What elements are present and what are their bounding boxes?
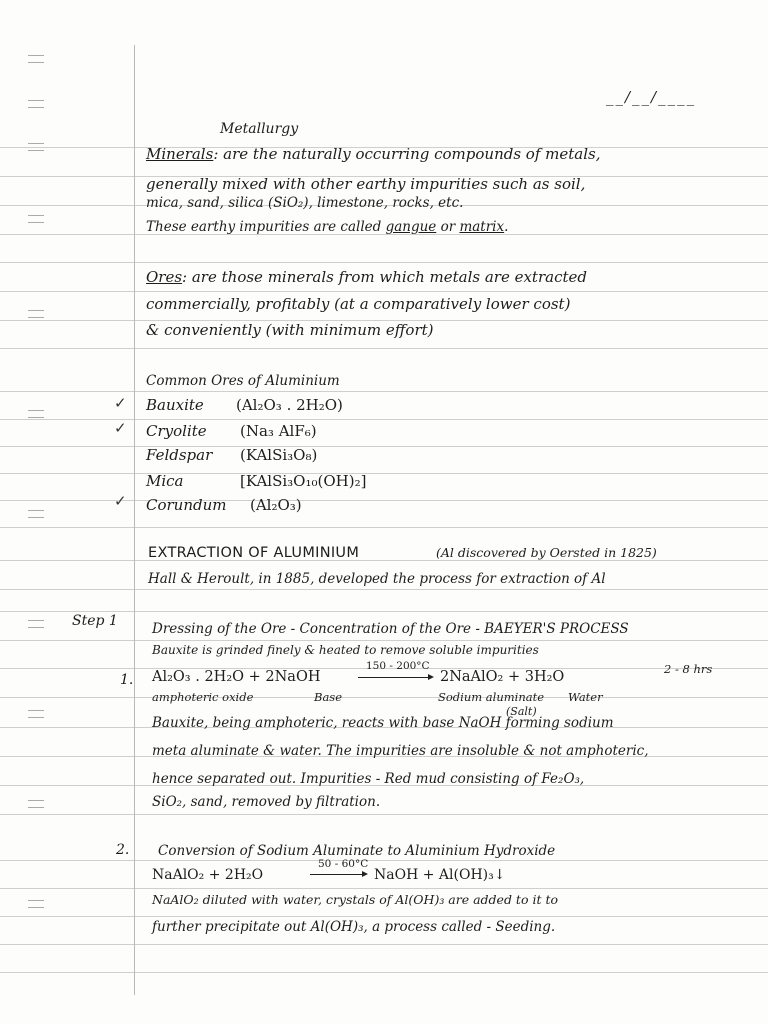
step-1-para-4: SiO₂, sand, removed by filtration. [152, 794, 381, 810]
binding-hole [28, 800, 44, 808]
ores-label: Ores [146, 268, 183, 286]
step-2-title: Conversion of Sodium Aluminate to Aluminium Hydroxide [158, 843, 556, 859]
minerals-line-4: These earthy impurities are called gangue or matrix. [146, 219, 509, 235]
ore-formula: (Na₃ AlF₆) [240, 422, 317, 440]
binding-hole [28, 620, 44, 628]
ruled-line [0, 640, 768, 641]
ores-line-3: & conveniently (with minimum effort) [146, 321, 434, 339]
step-1-intro: Bauxite is grinded finely & heated to remove soluble impurities [152, 643, 539, 657]
ore-formula: (Al₂O₃ . 2H₂O) [236, 396, 343, 414]
common-ores-heading: Common Ores of Aluminium [146, 373, 340, 389]
binding-hole [28, 410, 44, 418]
equation-condition: 150 - 200°C [366, 660, 430, 672]
binding-hole [28, 710, 44, 718]
check-mark-icon: ✓ [114, 394, 127, 412]
check-mark-icon: ✓ [114, 419, 127, 437]
reaction-arrow-icon [310, 874, 366, 875]
gangue-term: gangue [385, 219, 437, 235]
equation-left: Al₂O₃ . 2H₂O + 2NaOH [152, 669, 321, 685]
ruled-line [0, 560, 768, 561]
ruled-line [0, 888, 768, 889]
ore-formula: (KAlSi₃O₈) [240, 446, 318, 464]
ruled-line [0, 473, 768, 474]
ruled-line [0, 972, 768, 973]
equation-2-left: NaAlO₂ + 2H₂O [152, 867, 264, 883]
label-water: Water [568, 690, 603, 704]
step-1-title: Dressing of the Ore - Concentration of the Ore - BAEYER'S PROCESS [152, 621, 629, 637]
ruled-line [0, 348, 768, 349]
label-sodium-aluminate: Sodium aluminate [438, 690, 545, 704]
ruled-line [0, 944, 768, 945]
minerals-line-1 [146, 145, 601, 163]
label-salt: (Salt) [506, 705, 537, 718]
ruled-line [0, 262, 768, 263]
step-1-label: Step 1 [72, 613, 118, 629]
binding-hole [28, 310, 44, 318]
ore-name: Bauxite [146, 396, 204, 414]
item-number: 1. [120, 672, 134, 688]
binding-hole [28, 143, 44, 151]
step-2-para-1: NaAlO₂ diluted with water, crystals of Al(OH)₃ are added to it to [152, 892, 558, 907]
ruled-line [0, 814, 768, 815]
page-title: Metallurgy [220, 121, 299, 137]
label-amphoteric-oxide: amphoteric oxide [152, 690, 254, 704]
ruled-line [0, 391, 768, 392]
item-number: 2. [116, 842, 130, 858]
ruled-line [0, 527, 768, 528]
equation-time: 2 - 8 hrs [664, 662, 713, 676]
step-2-para-2: further precipitate out Al(OH)₃, a process called - Seeding. [152, 919, 556, 935]
binding-hole [28, 510, 44, 518]
ruled-line [0, 291, 768, 292]
step-1-para-1: Bauxite, being amphoteric, reacts with base NaOH forming sodium [152, 715, 614, 731]
ruled-line [0, 589, 768, 590]
ore-formula: (Al₂O₃) [250, 496, 302, 514]
equation-2-condition: 50 - 60°C [318, 858, 369, 870]
hall-heroult-line: Hall & Heroult, in 1885, developed the process for extraction of Al [148, 571, 606, 587]
ores-text-1: : are those minerals from which metals are extracted [182, 268, 587, 286]
minerals-line-2: generally mixed with other earthy impurities such as soil, [146, 175, 586, 193]
binding-hole [28, 215, 44, 223]
date-field: __/__/____ [606, 88, 697, 106]
equation-2-right: NaOH + Al(OH)₃↓ [374, 867, 506, 883]
binding-hole [28, 900, 44, 908]
ore-name: Mica [146, 472, 184, 490]
step-1-para-3: hence separated out. Impurities - Red mud consisting of Fe₂O₃, [152, 771, 585, 787]
binding-hole [28, 55, 44, 63]
label-base: Base [314, 690, 343, 704]
ruled-line [0, 860, 768, 861]
matrix-term: matrix [459, 219, 505, 235]
ore-name: Corundum [146, 496, 227, 514]
ruled-line [0, 446, 768, 447]
extraction-heading: EXTRACTION OF ALUMINIUM [148, 545, 360, 561]
ore-name: Feldspar [146, 446, 213, 464]
ores-line-1 [146, 268, 587, 286]
check-mark-icon: ✓ [114, 492, 127, 510]
binding-hole [28, 100, 44, 108]
ore-formula: [KAlSi₃O₁₀(OH)₂] [240, 472, 367, 490]
extraction-note: (Al discovered by Oersted in 1825) [436, 545, 657, 560]
minerals-line-3: mica, sand, silica (SiO₂), limestone, rocks, etc. [146, 195, 464, 211]
step-1-para-2: meta aluminate & water. The impurities are insoluble & not amphoteric, [152, 743, 649, 759]
equation-right: 2NaAlO₂ + 3H₂O [440, 669, 565, 685]
reaction-arrow-icon [358, 677, 432, 678]
ores-line-2: commercially, profitably (at a comparatively lower cost) [146, 295, 571, 313]
minerals-text-1: : are the naturally occurring compounds of metals, [213, 145, 601, 163]
margin-line [134, 45, 135, 995]
ore-name: Cryolite [146, 422, 207, 440]
ruled-line [0, 916, 768, 917]
ruled-line [0, 697, 768, 698]
minerals-label: Minerals [146, 145, 214, 163]
